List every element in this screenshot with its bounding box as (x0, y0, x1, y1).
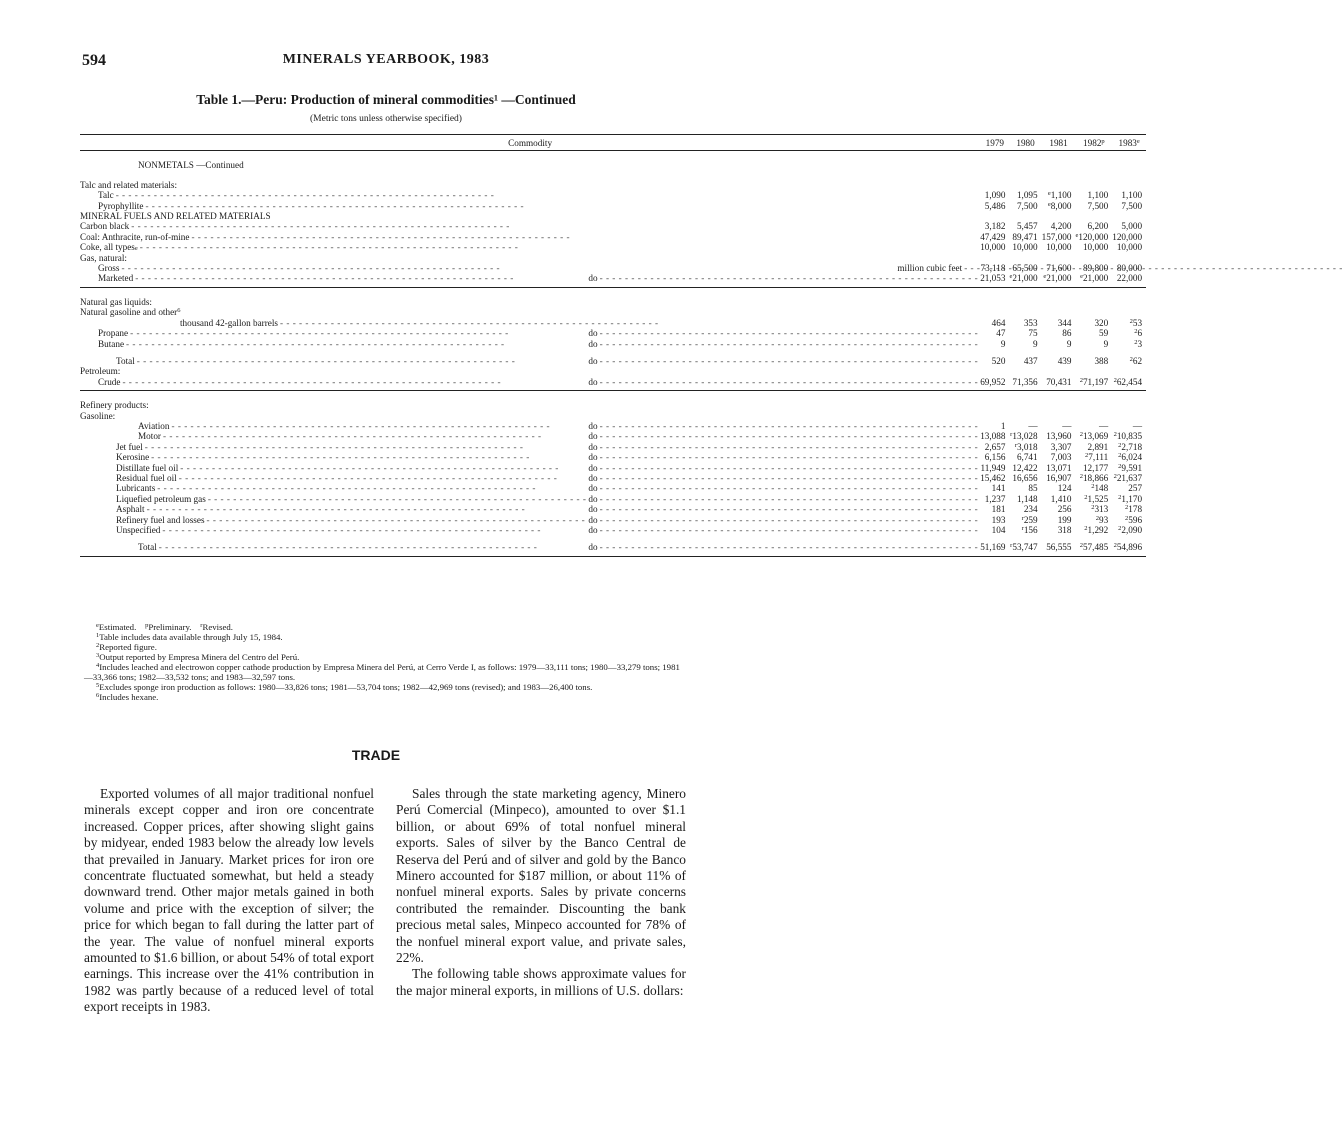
group-label: Gas, natural: (80, 252, 127, 263)
table-cell: $^2$10,835 (1113, 431, 1143, 442)
running-title: MINERALS YEARBOOK, 1983 (282, 52, 490, 67)
table-row (80, 421, 1146, 431)
table-cell: $^e$8,000 (1047, 200, 1072, 211)
row-label: Gross - - - million cubic feet - - - (80, 263, 980, 273)
table-cell: 85 (1028, 483, 1038, 494)
table-cell: $^e$21,000 (1009, 273, 1041, 287)
table-cell: 65,500 (1012, 263, 1038, 274)
table-row (80, 504, 1146, 514)
table-cell: 7,500 (1087, 200, 1109, 211)
table-cell: 12,422 (1012, 462, 1038, 473)
table-cell: $^2$2,090 (1118, 525, 1143, 535)
col-header-commodity: Commodity (80, 135, 980, 151)
table-cell: $^e$21,000 (1042, 273, 1076, 287)
table-cell: 141 (991, 483, 1006, 494)
text-column-right (396, 786, 686, 999)
table-cell: 120,000 (1112, 231, 1143, 242)
table-cell: — (1062, 420, 1072, 431)
table-cell: 13,088 (980, 431, 1006, 442)
table-cell: $^2$1,525 (1084, 493, 1109, 504)
table-cell: 234 (1023, 504, 1038, 515)
table-cell: $^2$1,170 (1118, 493, 1143, 504)
row-label: Total - - - do - - - (80, 540, 980, 556)
table-title: Table 1.—Peru: Production of mineral commodities¹ —Continued (196, 92, 576, 107)
table-cell: 3,182 (984, 221, 1006, 232)
table-cell: 9 (1103, 338, 1109, 349)
table-cell: 439 (1057, 355, 1072, 366)
col-header-1983: 1983e (1112, 135, 1146, 151)
table-cell: 71,356 (1009, 377, 1041, 391)
table-row (80, 232, 1146, 242)
table-row (80, 328, 1146, 338)
col-header-1981: 1981 (1042, 135, 1076, 151)
table-cell: 21,053 (980, 273, 1009, 287)
table-cell: 2,657 (984, 441, 1006, 452)
table-row (80, 201, 1146, 211)
table-cell: $^2$178 (1125, 504, 1143, 515)
table-cell: 199 (1057, 514, 1072, 525)
table-row (80, 463, 1146, 473)
table-cell: $^e$1,100 (1047, 190, 1072, 201)
table-footnotes (84, 622, 686, 702)
table-row (80, 221, 1146, 231)
table-cell: $^2$54,896 (1112, 540, 1146, 556)
table-cell: 388 (1094, 355, 1109, 366)
table-cell: — (1099, 420, 1109, 431)
table-row (80, 473, 1146, 483)
table-row (80, 339, 1146, 349)
table-cell: $^2$71,197 (1075, 377, 1112, 391)
table-cell: 437 (1023, 355, 1038, 366)
table-cell: 47 (996, 328, 1006, 339)
row-label: Aviation - - - do - - - (80, 421, 980, 431)
table-cell: — (1028, 420, 1038, 431)
paragraph: The following table shows approximate values for the major mineral exports, in millions of U.S. dollars: (396, 966, 686, 998)
row-label: Coal: Anthracite, run-of-mine - - - (80, 232, 980, 242)
table-cell: 318 (1057, 525, 1072, 535)
group-label: Petroleum: (80, 366, 121, 377)
table-cell: $^e$21,000 (1075, 273, 1112, 287)
table-row (80, 377, 1146, 391)
table-cell: 70,431 (1042, 377, 1076, 391)
row-label: Motor - - - do - - - (80, 431, 980, 441)
table-cell: 181 (991, 504, 1006, 515)
table-row (80, 273, 1146, 287)
table-cell: $^2$1,292 (1084, 525, 1109, 535)
table-cell: $^2$148 (1091, 483, 1109, 494)
table-cell: 6,156 (984, 452, 1006, 463)
table-cell: 7,500 (1121, 200, 1143, 211)
table-cell: 75 (1028, 328, 1038, 339)
table-cell: 257 (1128, 483, 1143, 494)
table-cell: $^2$596 (1125, 514, 1143, 525)
paragraph: Sales through the state marketing agency, Minero Perú Comercial (Minpeco), amounted to over $1.1 billion, or about 69% of total nonfuel mineral exports. Sales of silver by the Banco Central de Reserva del Perú and of silver and gold by the Banco Minero accounted for $187 million, or about 11% of nonfuel mineral exports. Sales by private concerns contributed the remainder. Discounting the bank precious metal sales, Minpeco accounted for 78% of the nonfuel mineral export value, and private sales, 22%. (396, 786, 686, 966)
footnote-2: $^2$Reported figure. (96, 642, 157, 652)
table-cell: $^2$57,485 (1075, 540, 1112, 556)
row-label: Residual fuel oil - - - do - - - (80, 473, 980, 483)
table-cell: 157,000 (1041, 231, 1072, 242)
table-cell: 320 (1094, 317, 1109, 328)
col-header-1982: 1982$^p$ (1075, 135, 1112, 151)
table-row (80, 442, 1146, 452)
table-cell: 256 (1057, 504, 1072, 515)
table-cell: $^2$6,024 (1118, 452, 1143, 463)
table-row-total (80, 354, 1146, 366)
table-cell: 6,200 (1087, 221, 1109, 232)
table-cell: 520 (991, 355, 1006, 366)
table-cell: $^2$313 (1091, 504, 1109, 515)
table-cell: 344 (1057, 317, 1072, 328)
table-cell: $^2$7,111 (1084, 452, 1109, 463)
table-row (80, 483, 1146, 493)
table-cell: 10,000 (1116, 242, 1143, 253)
row-label: Coke, all types e - - - (80, 242, 980, 252)
table-cell: 86 (1062, 328, 1072, 339)
section-heading-trade: TRADE (351, 747, 401, 763)
table-cell: $^2$9,591 (1118, 462, 1143, 473)
table-cell: 5,000 (1121, 221, 1143, 232)
table-cell: 16,907 (1046, 472, 1072, 483)
row-label: Refinery fuel and losses - - - do - - - (80, 515, 980, 525)
table-cell: 353 (1023, 317, 1038, 328)
group-label: Natural gas liquids: (80, 296, 152, 307)
table-cell: 89,471 (1012, 231, 1038, 242)
table-cell: 4,200 (1050, 221, 1072, 232)
table-cell: $^2$53 (1129, 317, 1143, 328)
table-cell: $^2$62,454 (1112, 377, 1146, 391)
table-cell: 10,000 (1046, 242, 1072, 253)
table-cell: 13,071 (1046, 462, 1072, 473)
row-label: Lubricants - - - do - - - (80, 483, 980, 493)
section-heading: MINERAL FUELS AND RELATED MATERIALS (80, 211, 271, 222)
table-cell: 9 (1033, 338, 1038, 349)
table-cell: 89,800 (1082, 263, 1109, 274)
table-row (80, 263, 1146, 273)
row-label: Talc - - - (80, 190, 980, 200)
table-cell: $^r$53,747 (1009, 540, 1041, 556)
table-cell: 124 (1057, 483, 1072, 494)
table-cell: 11,949 (980, 462, 1006, 473)
footnote-4: $^4$Includes leached and electrowon copper cathode production by Empresa Minera del Perú, at Cerro Verde I, as follows: 1979—33,111 tons; 1980—33,279 tons; 1981—33,366 tons; 1982—33,532 tons; and 1983—32,597 tons. (84, 662, 680, 682)
table-row (80, 452, 1146, 462)
table-cell: 22,000 (1112, 273, 1146, 287)
row-label: Pyrophyllite - - - (80, 201, 980, 211)
table-cell: $^r$3,018 (1014, 441, 1038, 452)
text-column-left (84, 786, 374, 1016)
row-label: Liquefied petroleum gas - - - do - - - (80, 494, 980, 504)
section-heading: NONMETALS —Continued (138, 160, 244, 171)
table-cell: — (1132, 420, 1143, 431)
table-cell: 1,095 (1016, 190, 1038, 201)
table-cell: 16,656 (1012, 472, 1038, 483)
table-row (80, 494, 1146, 504)
group-label: Refinery products: (80, 400, 149, 411)
table-header-row (80, 135, 1146, 151)
table-cell: 13,960 (1046, 431, 1072, 442)
row-label: Jet fuel - - - do - - - (80, 442, 980, 452)
table-cell: 6,741 (1016, 452, 1038, 463)
table-cell: 80,000 (1116, 263, 1143, 274)
table-cell: 10,000 (980, 242, 1006, 253)
table-cell: $^2$13,069 (1079, 431, 1109, 442)
row-label: Carbon black - - - (80, 221, 980, 231)
row-label: thousand 42-gallon barrels - - - (80, 318, 980, 328)
table-cell: 10,000 (1082, 242, 1109, 253)
production-table (80, 134, 1146, 557)
table-cell: 9 (1066, 338, 1072, 349)
row-label: Kerosine - - - do - - - (80, 452, 980, 462)
table-cell: 73,118 (980, 263, 1006, 274)
row-label: Marketed - - - do - - - (80, 273, 980, 287)
table-row (80, 515, 1146, 525)
group-label: Natural gasoline and other$^6$ (80, 307, 181, 318)
page-number: 594 (82, 52, 106, 69)
row-label: Total - - - do - - - (80, 354, 980, 366)
table-cell: $^2$62 (1129, 355, 1143, 366)
table-cell: 1,410 (1050, 493, 1072, 504)
table-cell: 193 (991, 514, 1006, 525)
table-cell: 5,486 (984, 200, 1006, 211)
table-cell: 59 (1099, 328, 1109, 339)
table-cell: $^r$259 (1021, 514, 1038, 525)
table-cell: $^r$13,028 (1010, 431, 1038, 442)
table-cell: 7,500 (1016, 200, 1038, 211)
row-label: Crude - - - do - - - (80, 377, 980, 391)
row-label: Distillate fuel oil - - - do - - - (80, 463, 980, 473)
table-cell: 464 (991, 317, 1006, 328)
table-cell: 1,237 (984, 493, 1006, 504)
table-cell: 1 (1000, 420, 1006, 431)
footnote-legend: $^e$Estimated. $^p$Preliminary. $^r$Revised. (96, 622, 234, 632)
col-header-1980: 1980 (1009, 135, 1041, 151)
row-label: Butane - - - do - - - (80, 339, 980, 349)
row-label: Propane - - - do - - - (80, 328, 980, 338)
footnote-5: $^5$Excludes sponge iron production as follows: 1980—33,826 tons; 1981—53,704 tons; 1982—42,969 tons (revised); and 1983—26,400 tons. (96, 682, 593, 692)
table-cell: 56,555 (1042, 540, 1076, 556)
group-label: Talc and related materials: (80, 179, 178, 190)
table-row-total (80, 540, 1146, 556)
table-cell: $^2$21,637 (1113, 472, 1143, 483)
table-cell: 71,600 (1046, 263, 1072, 274)
paragraph: Exported volumes of all major traditional nonfuel minerals except copper and iron ore concentrate increased. Copper prices, after showing slight gains by midyear, ended 1983 below the already low levels that prevailed in January. Market prices for iron ore concentrate fluctuated somewhat, but held a steady downward trend. Other major metals gained in both volume and price with the exception of silver; the price for which began to fall during the latter part of the year. The value of nonfuel mineral exports amounted to $1.6 billion, or about 54% of total export earnings. This increase over the 41% contribution in 1982 was partly because of a reduced level of total export receipts in 1983. (84, 786, 374, 1015)
table-cell: $^2$6 (1134, 328, 1143, 339)
table-cell: 104 (991, 525, 1006, 535)
table-cell: $^r$156 (1021, 525, 1038, 535)
table-cell: 1,090 (984, 190, 1006, 201)
footnote-1: $^1$Table includes data available through July 15, 1984. (96, 632, 283, 642)
table-cell: 15,462 (980, 472, 1006, 483)
table-cell: 1,100 (1121, 190, 1143, 201)
table-cell: 69,952 (980, 377, 1009, 391)
table-row (80, 190, 1146, 200)
table-row (80, 318, 1146, 328)
table-cell: 9 (1000, 338, 1006, 349)
footnote-6: $^6$Includes hexane. (96, 692, 159, 702)
row-label: Unspecified - - - do - - - (80, 525, 980, 535)
table-row (80, 525, 1146, 535)
table-cell: 47,429 (980, 231, 1006, 242)
table-row (80, 431, 1146, 441)
table-cell: 51,169 (980, 540, 1009, 556)
footnote-3: $^3$Output reported by Empresa Minera del Centro del Perú. (96, 652, 300, 662)
table-cell: 1,148 (1016, 493, 1038, 504)
table-cell: 12,177 (1082, 462, 1109, 473)
group-label: Gasoline: (80, 410, 116, 421)
table-cell: $^2$3 (1134, 338, 1143, 349)
table-cell: 10,000 (1012, 242, 1038, 253)
table-subtitle: (Metric tons unless otherwise specified) (310, 114, 462, 124)
table-row (80, 242, 1146, 252)
table-cell: 7,003 (1050, 452, 1072, 463)
row-label: Asphalt - - - do - - - (80, 504, 980, 514)
table-cell: 1,100 (1087, 190, 1109, 201)
table-cell: 2,891 (1087, 441, 1109, 452)
table-cell: 3,307 (1050, 441, 1072, 452)
table-cell: 5,457 (1016, 221, 1038, 232)
col-header-1979: 1979 (980, 135, 1009, 151)
table-cell: $^2$2,718 (1118, 441, 1143, 452)
table-cell: $^2$18,866 (1079, 472, 1109, 483)
table-cell: $^e$120,000 (1075, 231, 1109, 242)
table-cell: $^2$93 (1095, 514, 1109, 525)
